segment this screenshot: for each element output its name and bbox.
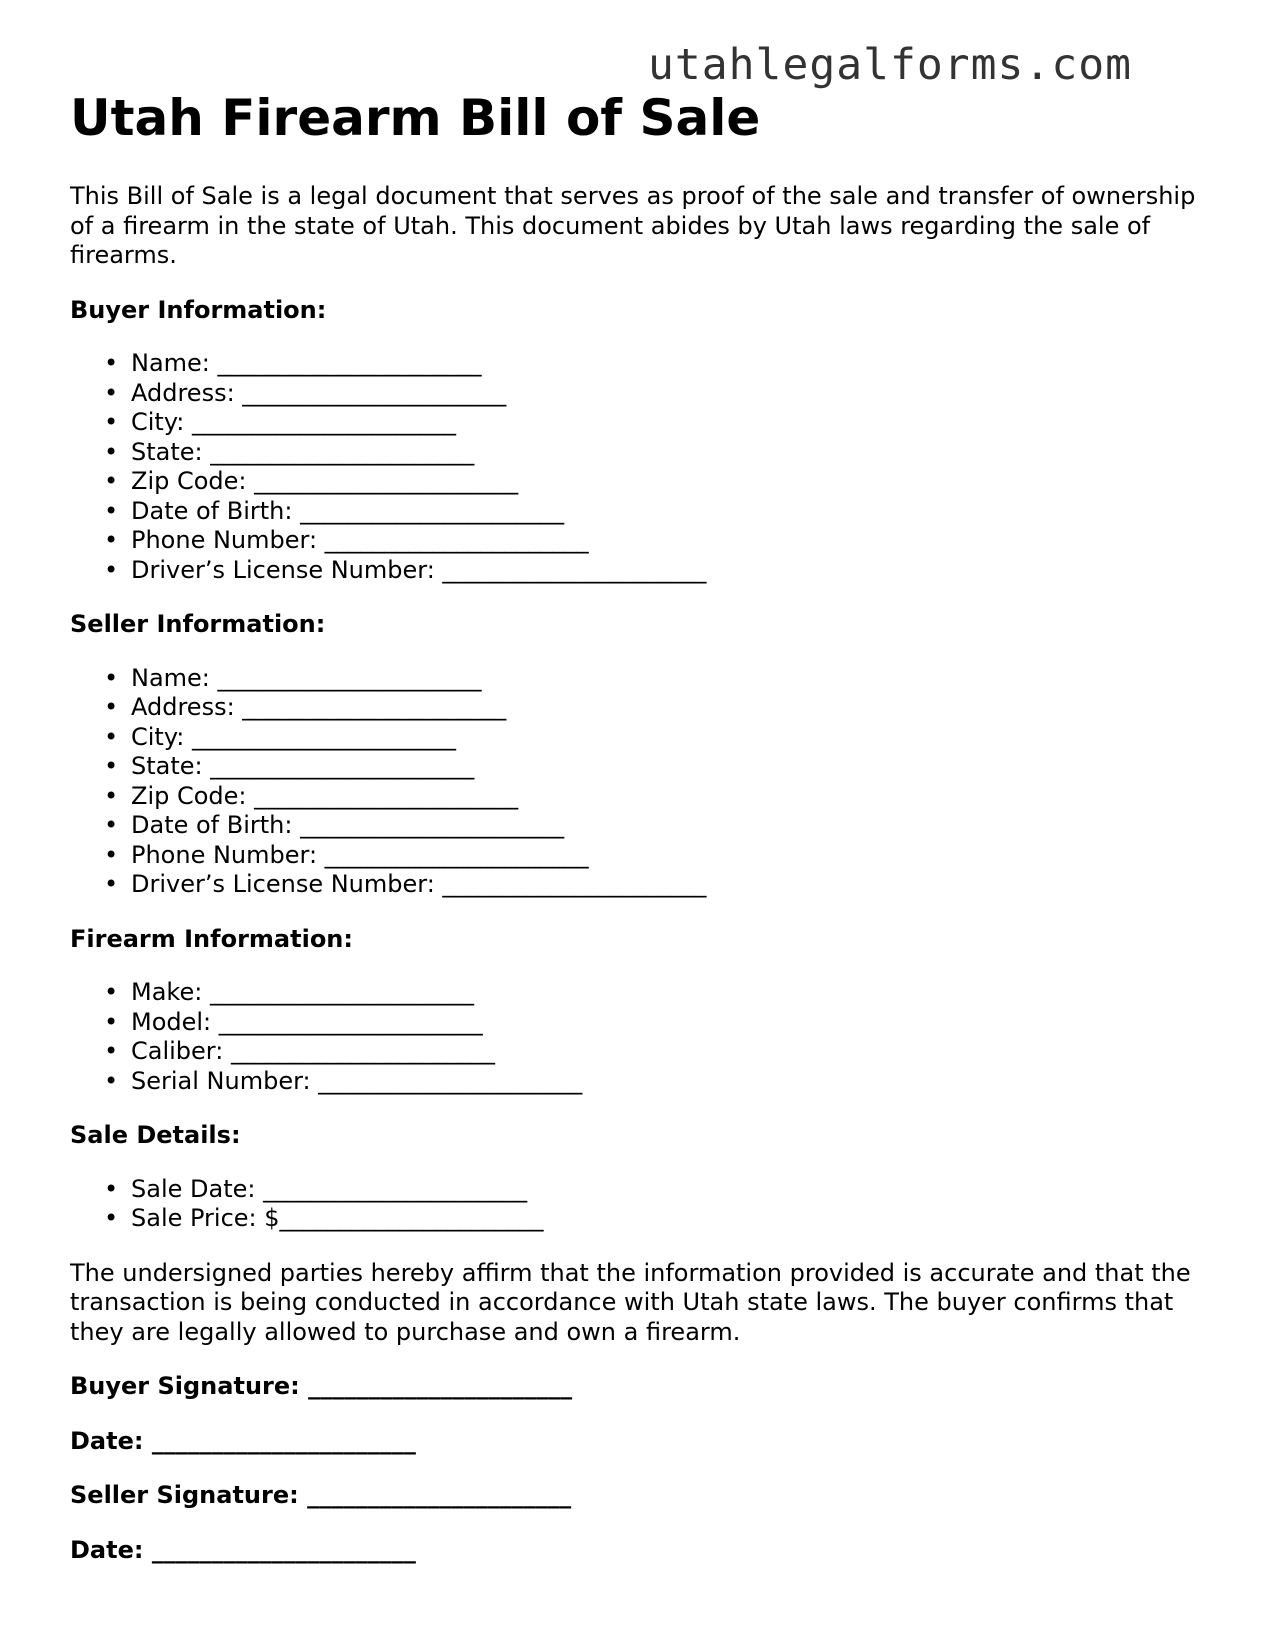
- affirmation-paragraph: The undersigned parties hereby affirm that the information provided is accurate and that the transaction is being conducted in accordance with Utah state laws. The buyer confirms that they are legally allowed to purchase and own a firearm.: [70, 1258, 1191, 1346]
- bullet-icon: •: [104, 693, 119, 721]
- bullet-icon: •: [104, 1037, 119, 1065]
- firearm-serial-field[interactable]: • Serial Number: ______________________: [104, 1066, 583, 1095]
- buyer-section-heading: Buyer Information:: [70, 295, 327, 324]
- bullet-icon: •: [104, 496, 119, 525]
- buyer-field-list: [70, 349, 1200, 585]
- bullet-icon: •: [104, 663, 119, 692]
- bullet-icon: •: [104, 870, 119, 898]
- buyer-zip-field[interactable]: • Zip Code: ______________________: [104, 467, 519, 495]
- bullet-icon: •: [104, 1007, 119, 1036]
- bullet-icon: •: [104, 378, 119, 407]
- bullet-icon: •: [104, 408, 119, 436]
- bullet-icon: •: [104, 349, 119, 377]
- seller-field-list: [70, 664, 1200, 900]
- seller-dob-field[interactable]: • Date of Birth: ______________________: [104, 811, 565, 839]
- sale-field-list: [70, 1175, 1200, 1234]
- buyer-license-field[interactable]: • Driver’s License Number: ______________________: [104, 555, 707, 584]
- seller-license-field[interactable]: • Driver’s License Number: ______________________: [104, 870, 707, 898]
- sale-section-heading: Sale Details:: [70, 1121, 241, 1149]
- buyer-phone-field[interactable]: • Phone Number: ______________________: [104, 526, 589, 554]
- seller-address-field[interactable]: • Address: ______________________: [104, 693, 507, 721]
- buyer-address-field[interactable]: • Address: ______________________: [104, 378, 507, 407]
- sale-date-field[interactable]: • Sale Date: ______________________: [104, 1174, 528, 1203]
- bullet-icon: •: [104, 978, 119, 1006]
- document-title: Utah Firearm Bill of Sale: [70, 89, 761, 147]
- firearm-make-field[interactable]: • Make: ______________________: [104, 978, 474, 1006]
- bullet-icon: •: [104, 781, 119, 810]
- seller-name-field[interactable]: • Name: ______________________: [104, 663, 482, 692]
- site-watermark: utahlegalforms.com: [648, 40, 1132, 90]
- bullet-icon: •: [104, 555, 119, 584]
- buyer-date-line[interactable]: Date: ______________________: [70, 1426, 416, 1455]
- seller-section-heading: Seller Information:: [70, 610, 326, 638]
- seller-signature-line[interactable]: Seller Signature: ______________________: [70, 1481, 572, 1509]
- buyer-state-field[interactable]: • State: ______________________: [104, 437, 475, 466]
- firearm-caliber-field[interactable]: • Caliber: ______________________: [104, 1037, 495, 1065]
- seller-zip-field[interactable]: • Zip Code: ______________________: [104, 781, 519, 810]
- buyer-name-field[interactable]: • Name: ______________________: [104, 349, 482, 377]
- sale-price-field[interactable]: • Sale Price: $______________________: [104, 1204, 544, 1232]
- seller-city-field[interactable]: • City: ______________________: [104, 722, 457, 751]
- seller-state-field[interactable]: • State: ______________________: [104, 752, 475, 780]
- bullet-icon: •: [104, 811, 119, 839]
- buyer-city-field[interactable]: • City: ______________________: [104, 408, 457, 436]
- bullet-icon: •: [104, 1204, 119, 1232]
- buyer-signature-line[interactable]: Buyer Signature: ______________________: [70, 1372, 573, 1400]
- bullet-icon: •: [104, 437, 119, 466]
- firearm-section-heading: Firearm Information:: [70, 924, 353, 953]
- bullet-icon: •: [104, 1174, 119, 1203]
- bullet-icon: •: [104, 840, 119, 869]
- seller-date-line[interactable]: Date: ______________________: [70, 1535, 416, 1564]
- bullet-icon: •: [104, 1066, 119, 1095]
- bullet-icon: •: [104, 752, 119, 780]
- firearm-field-list: [70, 978, 1200, 1096]
- bullet-icon: •: [104, 467, 119, 495]
- bullet-icon: •: [104, 526, 119, 554]
- document-page: [70, 86, 1200, 1565]
- seller-phone-field[interactable]: • Phone Number: ______________________: [104, 840, 589, 869]
- buyer-dob-field[interactable]: • Date of Birth: ______________________: [104, 496, 565, 525]
- firearm-model-field[interactable]: • Model: ______________________: [104, 1007, 483, 1036]
- intro-paragraph: This Bill of Sale is a legal document that serves as proof of the sale and transfer of ownership of a firearm in the state of Utah. This document abides by Utah laws regarding the sale of firearms.: [70, 182, 1196, 269]
- bullet-icon: •: [104, 722, 119, 751]
